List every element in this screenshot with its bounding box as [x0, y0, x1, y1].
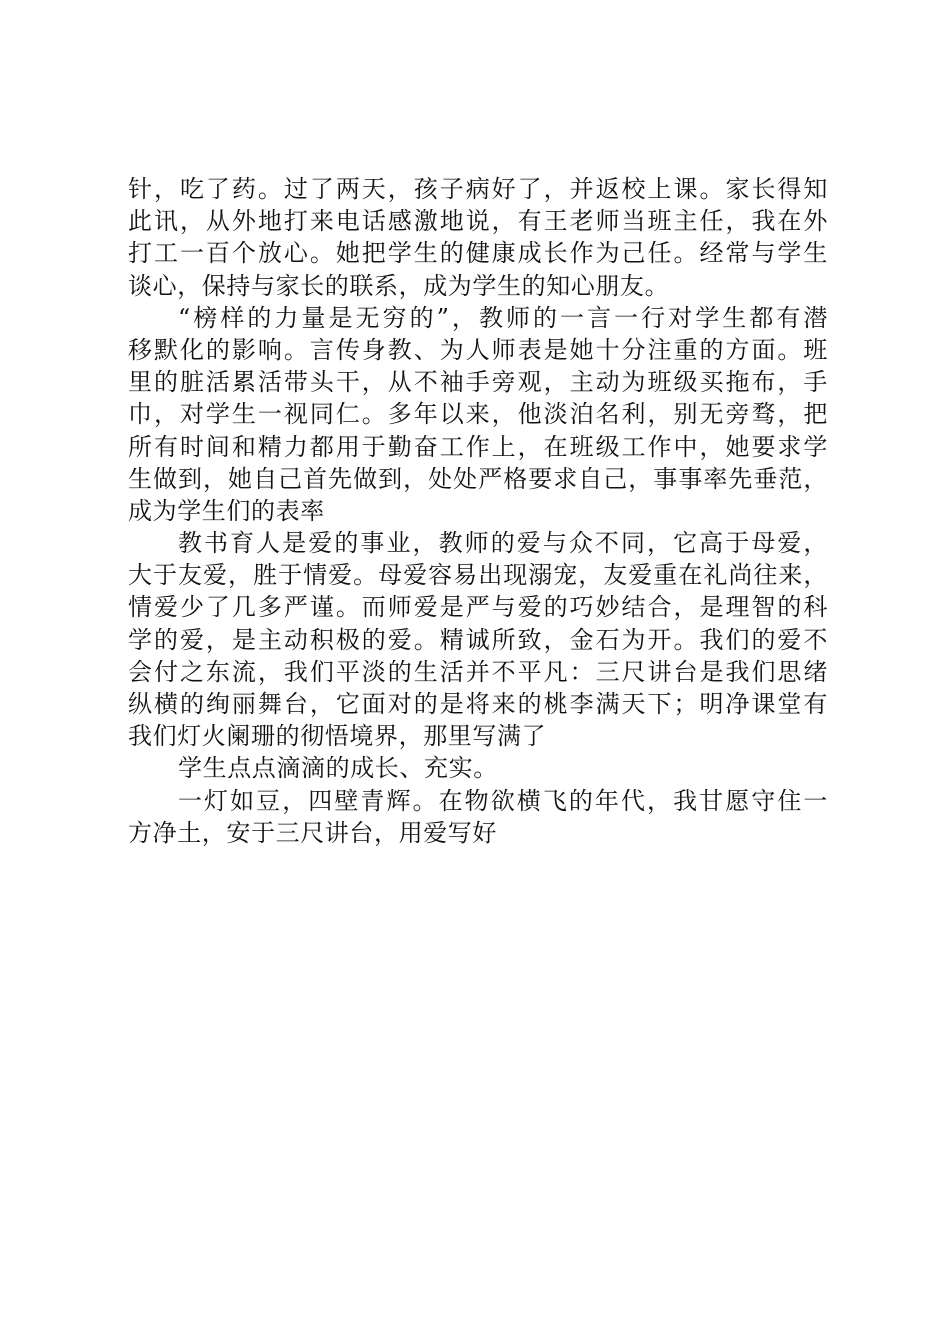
text-line: 打工一百个放心。她把学生的健康成长作为己任。经常与学生 — [128, 239, 828, 268]
text-line: 里的脏活累活带头干，从不袖手旁观，主动为班级买拖布，手 — [128, 368, 828, 397]
text-line: 纵横的绚丽舞台，它面对的是将来的桃李满天下；明净课堂有 — [128, 690, 828, 718]
body-text — [128, 173, 828, 849]
text-line: 我们灯火阑珊的彻悟境界，那里写满了 — [128, 722, 547, 751]
text-line: 会付之东流，我们平淡的生活并不平凡：三尺讲台是我们思绪 — [128, 657, 828, 686]
text-line: 针，吃了药。过了两天，孩子病好了，并返校上课。家长得知 — [128, 175, 828, 203]
text-line: 生做到，她自己首先做到，处处严格要求自己，事事率先垂范， — [128, 464, 828, 493]
text-line: 学生点点滴滴的成长、充实。 — [178, 754, 498, 783]
text-line: 一灯如豆，四壁青辉。在物欲横飞的年代，我甘愿守住一 — [178, 786, 828, 815]
text-line: 大于友爱，胜于情爱。母爱容易出现溺宠，友爱重在礼尚往来， — [128, 561, 828, 590]
text-line: 教书育人是爱的事业，教师的爱与众不同，它高于母爱， — [178, 529, 828, 558]
text-line: 方净土，安于三尺讲台，用爱写好 — [128, 818, 497, 847]
text-line: 移默化的影响。言传身教、为人师表是她十分注重的方面。班 — [128, 335, 828, 364]
text-line: 情爱少了几多严谨。而师爱是严与爱的巧妙结合，是理智的科 — [128, 593, 828, 622]
text-line: 所有时间和精力都用于勤奋工作上，在班级工作中，她要求学 — [128, 432, 828, 461]
text-line: 此讯，从外地打来电话感激地说，有王老师当班主任，我在外 — [128, 207, 828, 236]
text-line: 谈心，保持与家长的联系，成为学生的知心朋友。 — [128, 271, 670, 300]
text-line: 成为学生们的表率 — [128, 496, 325, 525]
text-line: 巾，对学生一视同仁。多年以来，他淡泊名利，别无旁骛，把 — [128, 400, 828, 429]
text-line: “榜样的力量是无穷的”，教师的一言一行对学生都有潜 — [178, 303, 828, 332]
text-line: 学的爱，是主动积极的爱。精诚所致，金石为开。我们的爱不 — [128, 625, 828, 654]
